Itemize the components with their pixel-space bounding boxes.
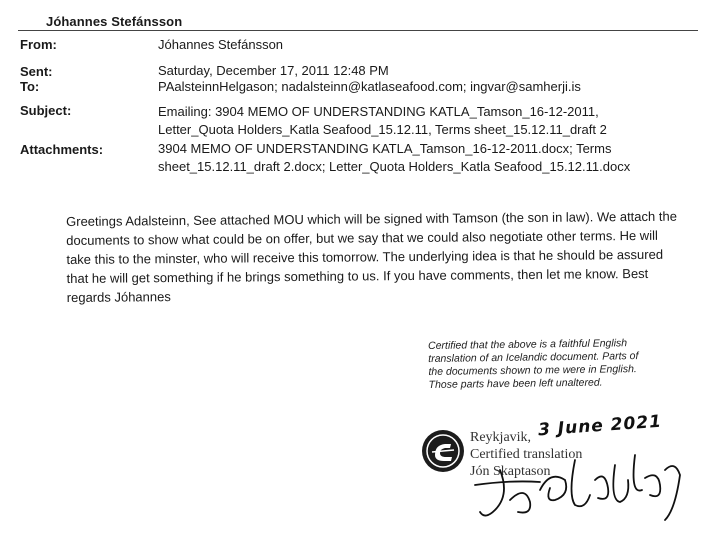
certification-note <box>428 336 699 392</box>
attachments-line-2: sheet_15.12.11_draft 2.docx; Letter_Quota Holders_Katla Seafood_15.12.11.docx <box>158 159 631 174</box>
to-value: PAalsteinnHelgason; nadalsteinn@katlaseafood.com; ingvar@samherji.is <box>158 79 581 94</box>
sender-name-heading: Jóhannes Stefánsson <box>46 14 183 29</box>
body-line: Greetings Adalsteinn, See attached MOU which will be signed with Tamson (the son in law). We attach the <box>66 208 677 229</box>
certification-line: translation of an Icelandic document. Parts of <box>428 350 639 365</box>
stamp-title: Certified translation <box>470 447 583 462</box>
body-line: documents to show what could be on offer, but we say that we could also negotiate other terms. He will <box>66 227 658 248</box>
sent-value: Saturday, December 17, 2011 12:48 PM <box>158 63 389 78</box>
certification-line: Certified that the above is a faithful English <box>428 337 628 352</box>
subject-label: Subject: <box>20 103 72 118</box>
header-divider <box>18 30 698 31</box>
stamp-place: Reykjavik, <box>470 430 532 445</box>
certification-line: the documents shown to me were in English. <box>428 363 637 378</box>
to-label: To: <box>20 79 40 94</box>
translator-seal-icon <box>420 428 466 474</box>
attachments-label: Attachments: <box>20 142 104 157</box>
certification-line: Those parts have been left unaltered. <box>428 376 603 391</box>
body-line: take this to the minster, who will receive this tomorrow. The underlying idea is that he should be assured <box>66 246 664 267</box>
body-line: regards Jóhannes <box>66 289 171 305</box>
sent-label: Sent: <box>20 64 53 79</box>
email-body <box>66 206 707 307</box>
subject-line-1: Emailing: 3904 MEMO OF UNDERSTANDING KATLA_Tamson_16-12-2011, <box>158 104 599 119</box>
handwritten-date: 3 June 2021 <box>537 411 663 441</box>
body-line: that he will get something if he brings something to us. If you have comments, then let me know. Best <box>66 265 649 286</box>
from-value: Jóhannes Stefánsson <box>158 37 284 52</box>
stamp-translator-name: Jón Skaptason <box>470 464 551 479</box>
handwritten-signature <box>470 440 690 540</box>
subject-line-2: Letter_Quota Holders_Katla Seafood_15.12.11, Terms sheet_15.12.11_draft 2 <box>158 122 607 137</box>
from-label: From: <box>20 37 57 52</box>
attachments-line-1: 3904 MEMO OF UNDERSTANDING KATLA_Tamson_16-12-2011.docx; Terms <box>158 141 612 156</box>
